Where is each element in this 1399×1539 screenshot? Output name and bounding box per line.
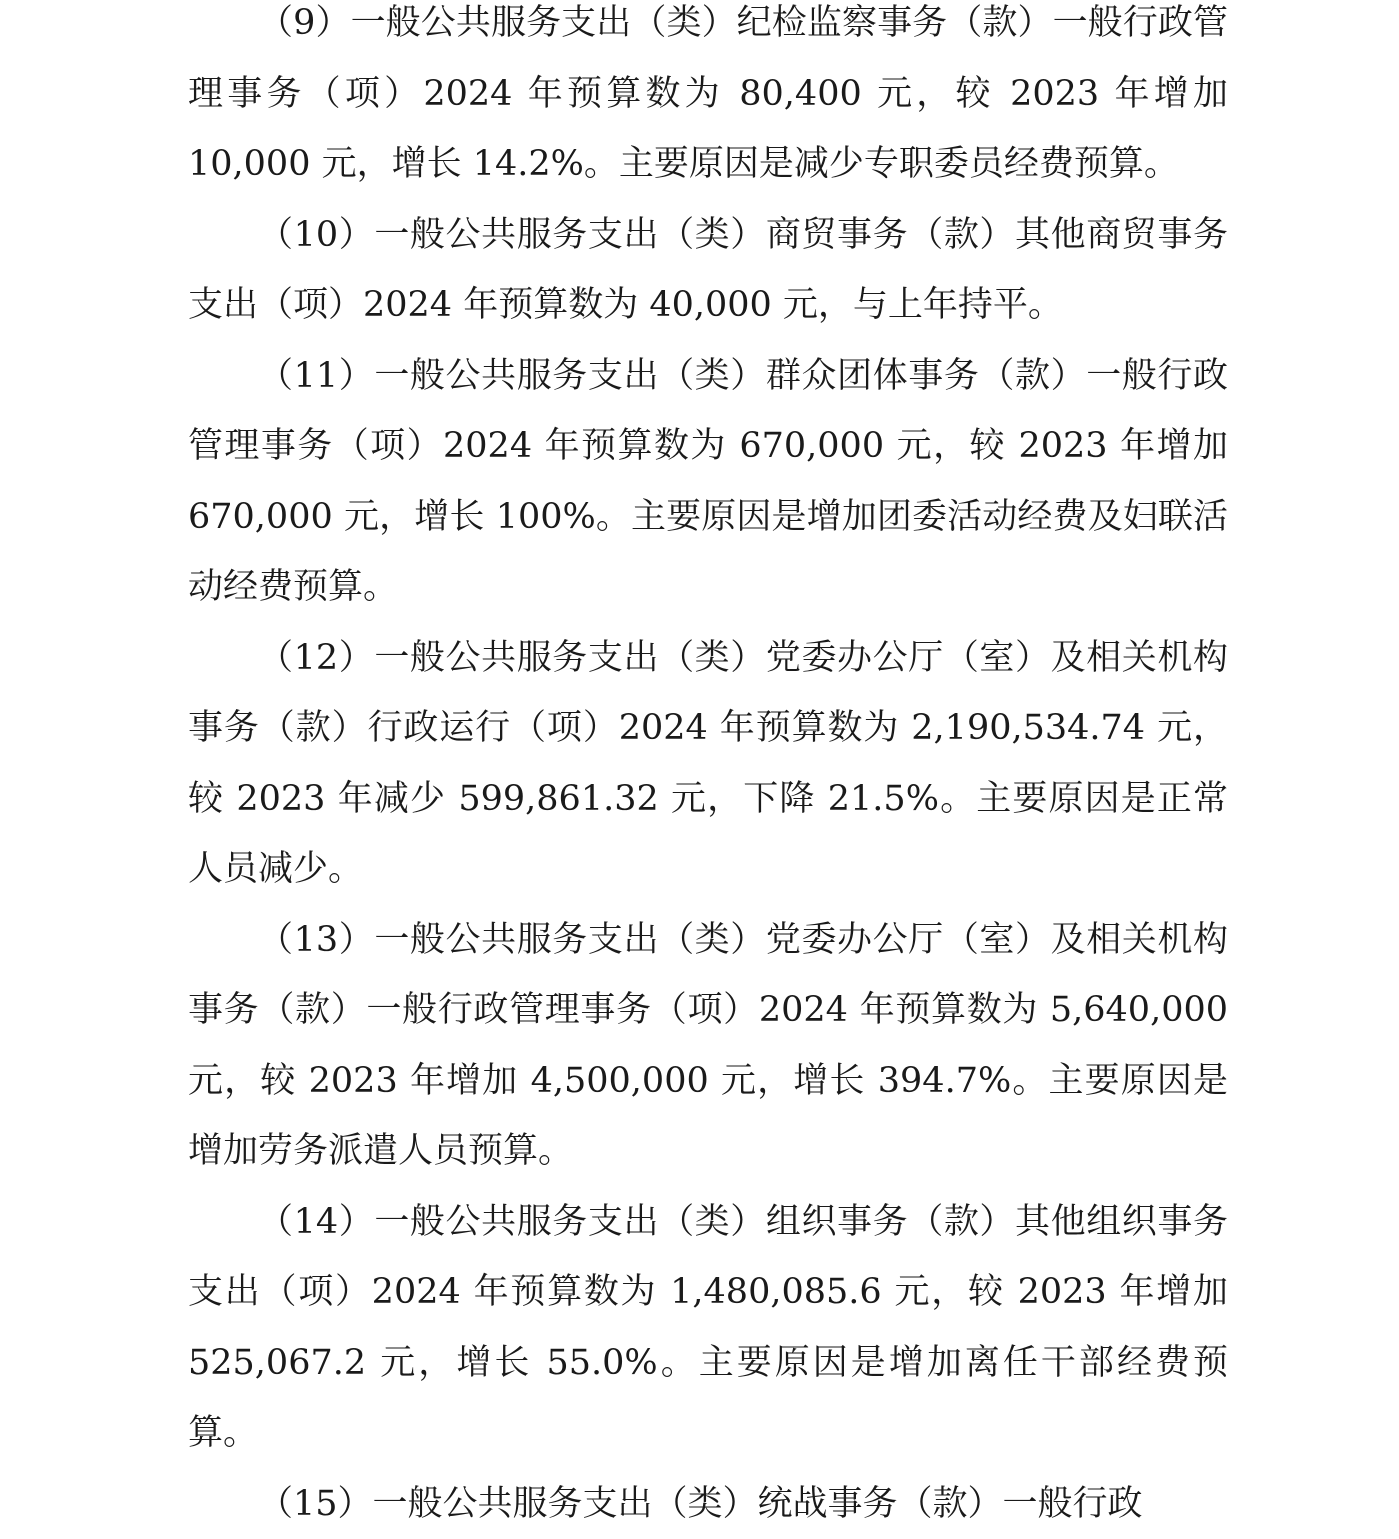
paragraph-item-10: （10）一般公共服务支出（类）商贸事务（款）其他商贸事务支出（项）2024 年预算数为 40,000 元，与上年持平。 (188, 200, 1228, 341)
paragraph-item-12: （12）一般公共服务支出（类）党委办公厅（室）及相关机构事务（款）行政运行（项）2024 年预算数为 2,190,534.74 元，较 2023 年减少 599,861.32 元，下降 21.5%。主要原因是正常人员减少。 (188, 623, 1228, 905)
paragraph-item-11: （11）一般公共服务支出（类）群众团体事务（款）一般行政管理事务（项）2024 年预算数为 670,000 元，较 2023 年增加 670,000 元，增长 100%。主要原因是增加团委活动经费及妇联活动经费预算。 (188, 341, 1228, 623)
document-body (188, 0, 1228, 1539)
paragraph-item-13: （13）一般公共服务支出（类）党委办公厅（室）及相关机构事务（款）一般行政管理事务（项）2024 年预算数为 5,640,000 元，较 2023 年增加 4,500,000 元，增长 394.7%。主要原因是增加劳务派遣人员预算。 (188, 905, 1228, 1187)
paragraph-item-9: （9）一般公共服务支出（类）纪检监察事务（款）一般行政管理事务（项）2024 年预算数为 80,400 元，较 2023 年增加 10,000 元，增长 14.2%。主要原因是减少专职委员经费预算。 (188, 0, 1228, 200)
paragraph-item-15: （15）一般公共服务支出（类）统战事务（款）一般行政 (188, 1469, 1228, 1539)
paragraph-item-14: （14）一般公共服务支出（类）组织事务（款）其他组织事务支出（项）2024 年预算数为 1,480,085.6 元，较 2023 年增加 525,067.2 元，增长 55.0%。主要原因是增加离任干部经费预算。 (188, 1187, 1228, 1469)
